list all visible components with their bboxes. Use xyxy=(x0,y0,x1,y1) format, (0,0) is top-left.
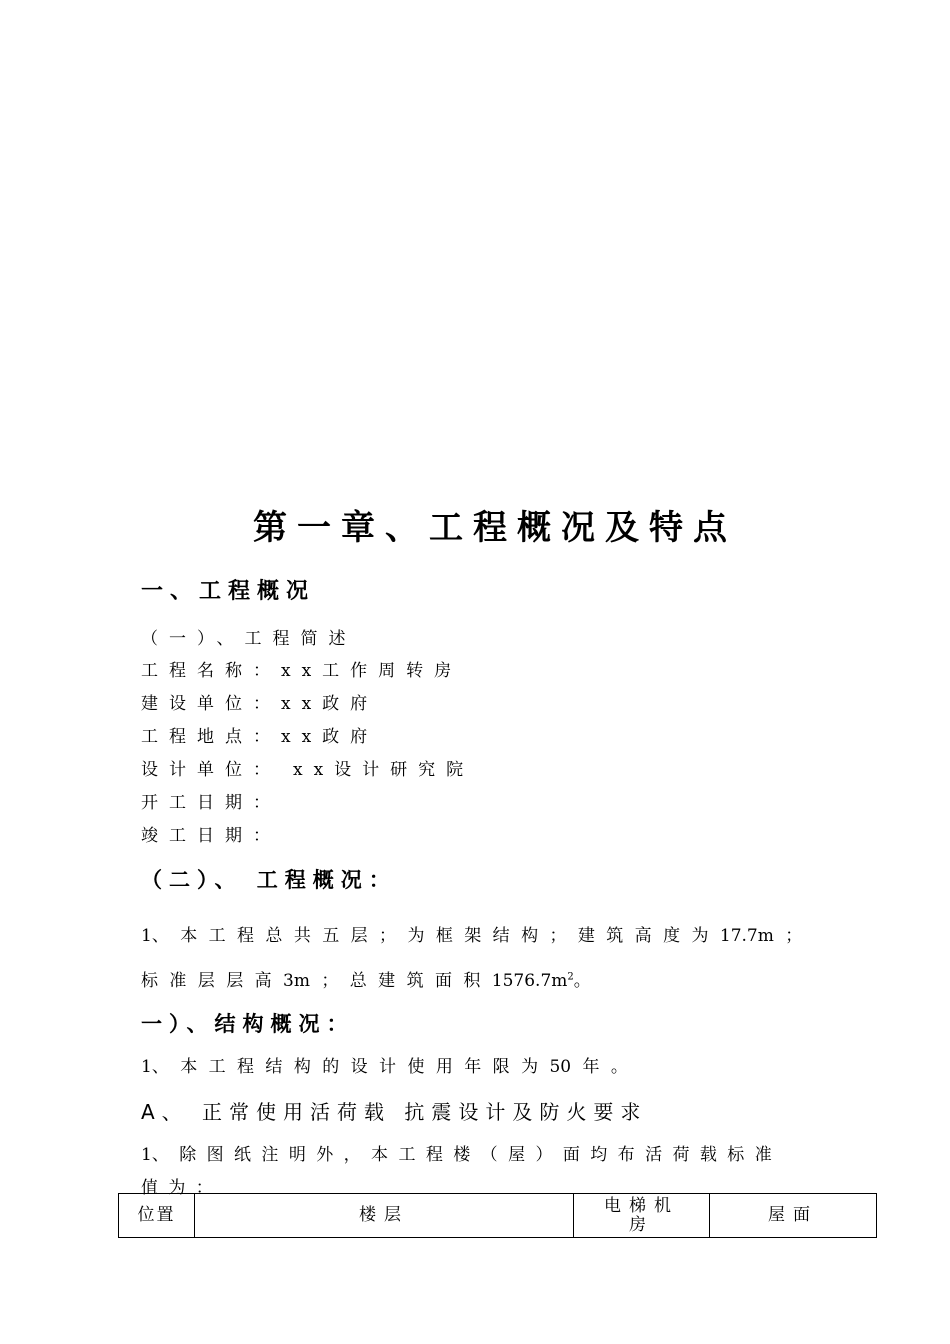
section-a-heading: A、 正常使用活荷载 抗震设计及防火要求 xyxy=(141,1100,648,1124)
structure-life-line: 1、 本 工 程 结 构 的 设 计 使 用 年 限 为 50 年 。 xyxy=(141,1057,628,1077)
info-value: xx设计研究院 xyxy=(293,760,475,780)
info-line-project-location xyxy=(141,722,378,747)
chapter-title: 第一章、工程概况及特点 xyxy=(253,508,737,548)
header-cell-floor: 楼层 xyxy=(195,1194,574,1238)
overview-paragraph-line1: 1、 本 工 程 总 共 五 层 ； 为 框 架 结 构 ； 建 筑 高 度 为 17.7m ； xyxy=(141,926,803,946)
header-cell-elevator-room: 电梯机房 xyxy=(574,1194,710,1238)
info-value: xx工作周转房 xyxy=(281,661,463,681)
superscript-2: 2 xyxy=(567,971,574,983)
header-cell-roof: 屋面 xyxy=(710,1194,877,1238)
structure-heading: 一）、结构概况： xyxy=(141,1012,355,1036)
info-label: 设计单位： xyxy=(141,760,281,780)
overview-text: 标 准 层 层 高 3m ； 总 建 筑 面 积 1576.7m xyxy=(141,971,568,991)
live-load-table xyxy=(118,1193,877,1238)
live-load-line2: 值 为 ： xyxy=(141,1178,213,1198)
info-label: 开工日期： xyxy=(141,793,281,813)
info-value: xx政府 xyxy=(281,727,379,747)
info-label: 竣工日期： xyxy=(141,826,281,846)
info-line-start-date xyxy=(141,788,281,813)
live-load-line1: 1、 除 图 纸 注 明 外 ， 本 工 程 楼 （ 屋 ） 面 均 布 活 荷 载 标 准 xyxy=(141,1145,772,1165)
overview-paragraph-line2 xyxy=(141,966,591,991)
info-line-design-unit xyxy=(141,755,474,780)
info-label: 工程名称： xyxy=(141,661,281,681)
info-label: 建设单位： xyxy=(141,694,281,714)
info-line-completion-date xyxy=(141,821,281,846)
section-heading-project-overview: 一、工程概况 xyxy=(141,579,316,604)
info-value: xx政府 xyxy=(281,694,379,714)
info-line-construction-unit xyxy=(141,689,378,714)
table-header-row xyxy=(119,1194,877,1238)
subsection-heading-project-brief: （一）、工程简述 xyxy=(141,629,357,649)
subsection-heading-overview: （二）、 工程概况： xyxy=(141,868,397,892)
overview-period: 。 xyxy=(573,971,591,991)
info-line-project-name xyxy=(141,656,462,681)
header-cell-position: 位置 xyxy=(119,1194,195,1238)
info-label: 工程地点： xyxy=(141,727,281,747)
